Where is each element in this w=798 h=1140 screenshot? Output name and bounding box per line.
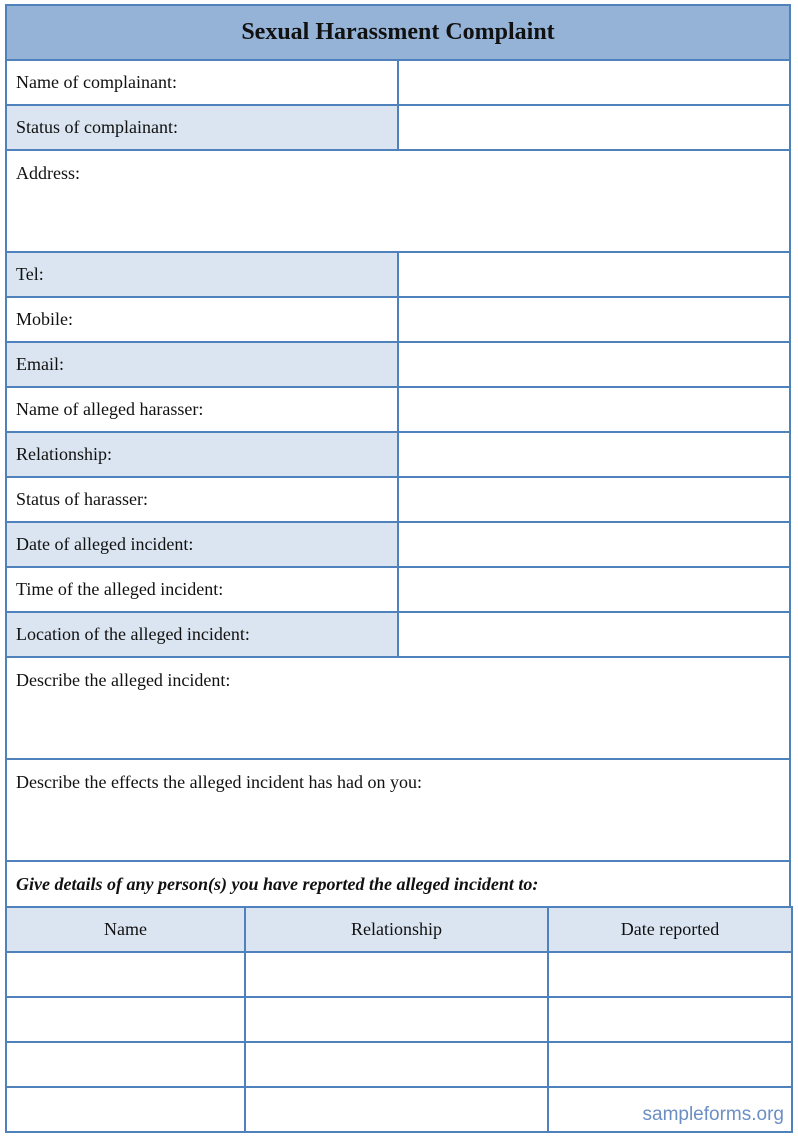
field-input-complainant-status[interactable]	[398, 105, 790, 150]
column-header-name: Name	[6, 907, 245, 952]
field-label-tel: Tel:	[6, 252, 398, 297]
table-cell-name[interactable]	[6, 1087, 245, 1132]
field-label-incident-description: Describe the alleged incident:	[16, 670, 231, 690]
field-label-harasser-name: Name of alleged harasser:	[6, 387, 398, 432]
field-label-incident-location: Location of the alleged incident:	[6, 612, 398, 657]
field-input-mobile[interactable]	[398, 297, 790, 342]
table-row	[6, 1042, 792, 1087]
table-cell-date-reported[interactable]	[548, 952, 792, 997]
field-label-complainant-status: Status of complainant:	[6, 105, 398, 150]
column-header-date-reported: Date reported	[548, 907, 792, 952]
table-cell-name[interactable]	[6, 1042, 245, 1087]
form-title: Sexual Harassment Complaint	[6, 5, 790, 60]
persons-table	[5, 906, 793, 1133]
field-incident-effects[interactable]	[6, 759, 790, 861]
field-input-tel[interactable]	[398, 252, 790, 297]
table-cell-date-reported[interactable]	[548, 997, 792, 1042]
field-input-complainant-name[interactable]	[398, 60, 790, 105]
field-address[interactable]	[6, 150, 790, 252]
field-label-complainant-name: Name of complainant:	[6, 60, 398, 105]
field-input-incident-location[interactable]	[398, 612, 790, 657]
field-input-relationship[interactable]	[398, 432, 790, 477]
field-label-incident-effects: Describe the effects the alleged incident has had on you:	[16, 772, 423, 792]
field-label-incident-time: Time of the alleged incident:	[6, 567, 398, 612]
table-cell-name[interactable]	[6, 952, 245, 997]
field-label-address: Address:	[16, 163, 80, 183]
table-cell-name[interactable]	[6, 997, 245, 1042]
field-label-relationship: Relationship:	[6, 432, 398, 477]
field-input-incident-time[interactable]	[398, 567, 790, 612]
table-cell-relationship[interactable]	[245, 1042, 548, 1087]
table-row	[6, 997, 792, 1042]
watermark: sampleforms.org	[642, 1104, 784, 1125]
column-header-relationship: Relationship	[245, 907, 548, 952]
field-input-harasser-status[interactable]	[398, 477, 790, 522]
field-input-harasser-name[interactable]	[398, 387, 790, 432]
table-cell-relationship[interactable]	[245, 952, 548, 997]
field-incident-description[interactable]	[6, 657, 790, 759]
table-cell-relationship[interactable]	[245, 1087, 548, 1132]
table-row	[6, 952, 792, 997]
table-cell-relationship[interactable]	[245, 997, 548, 1042]
field-input-email[interactable]	[398, 342, 790, 387]
field-label-mobile: Mobile:	[6, 297, 398, 342]
field-label-incident-date: Date of alleged incident:	[6, 522, 398, 567]
field-input-incident-date[interactable]	[398, 522, 790, 567]
table-cell-date-reported[interactable]	[548, 1042, 792, 1087]
field-label-harasser-status: Status of harasser:	[6, 477, 398, 522]
complaint-form	[5, 4, 791, 908]
field-label-email: Email:	[6, 342, 398, 387]
persons-heading: Give details of any person(s) you have reported the alleged incident to:	[6, 861, 790, 907]
